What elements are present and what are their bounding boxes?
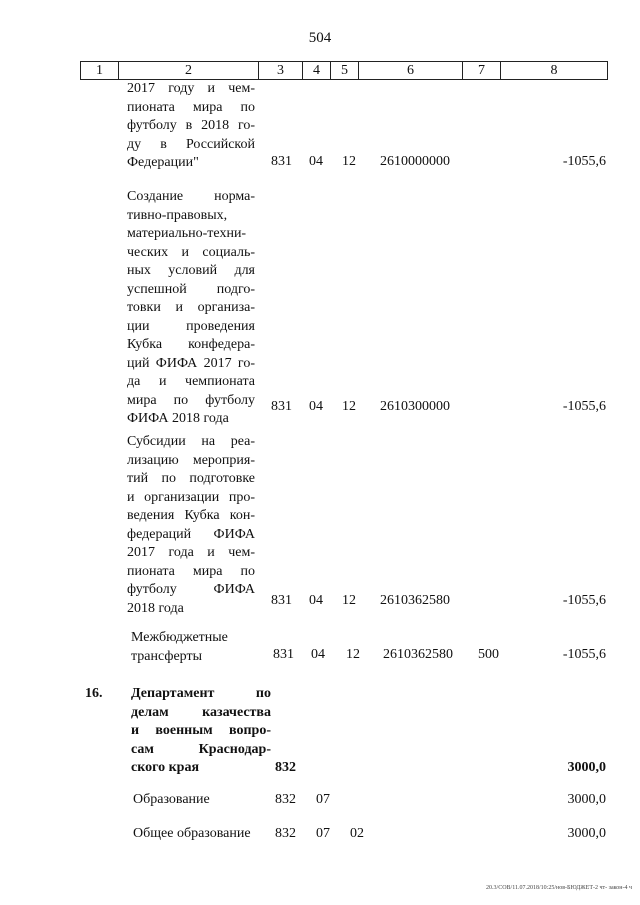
cell-c5: 02: [350, 826, 364, 841]
description-line: мира по футболу: [127, 392, 255, 408]
header-col-5: 5: [331, 62, 359, 79]
cell-c3: 831: [273, 647, 294, 662]
description-line: 2017 года и чем-: [127, 545, 255, 560]
description-line: материально-техни-: [127, 226, 247, 241]
description-line: товки и организа-: [127, 300, 255, 315]
cell-c4: 07: [316, 826, 330, 841]
description-line: ных условий для: [127, 263, 255, 278]
cell-c4: 04: [309, 154, 323, 169]
cell-c5: 12: [342, 399, 356, 414]
cell-c4: 04: [309, 593, 323, 608]
header-col-2: 2: [119, 62, 259, 79]
description-line: пионата мира по: [127, 563, 255, 579]
cell-c7: 500: [478, 647, 499, 662]
description-line: Департамент по: [131, 686, 271, 701]
description-line: трансферты: [131, 648, 203, 664]
cell-c3: 831: [271, 154, 292, 169]
row-description: [127, 188, 255, 429]
description-line: делам казачества: [131, 704, 271, 720]
description-line: Субсидии на реа-: [127, 434, 255, 449]
cell-c6: 2610362580: [383, 647, 453, 662]
description-line: тий по подготовке: [127, 471, 255, 486]
row-description: Общее образование: [133, 826, 251, 841]
description-line: ду в Российской: [127, 136, 255, 152]
description-line: Межбюджетные: [131, 630, 228, 645]
page-number: 504: [308, 30, 332, 46]
row-description: [127, 433, 255, 618]
header-col-4: 4: [303, 62, 331, 79]
description-line: 2018 года: [127, 600, 184, 616]
description-line: футболу ФИФА: [127, 582, 255, 597]
description-line: да и чемпионата: [127, 374, 255, 389]
description-line: ций ФИФА 2017 го-: [127, 355, 255, 371]
description-line: успешной подго-: [127, 281, 255, 297]
footer-file-info: 20.3/СОВ/11.07.2018/10:25/нов-БЮДЖЕТ-2 чт- закон-4 ч: [486, 885, 632, 891]
description-line: лизацию мероприя-: [127, 452, 255, 468]
cell-c5: 12: [342, 593, 356, 608]
description-line: Кубка конфедера-: [127, 337, 255, 352]
cell-c4: 07: [316, 792, 330, 807]
description-line: 2017 году и чем-: [127, 81, 255, 96]
cell-c8: 3000,0: [567, 826, 606, 841]
description-line: сам Краснодар-: [131, 741, 271, 757]
cell-c5: 12: [342, 154, 356, 169]
description-line: и организации про-: [127, 489, 255, 505]
description-line: ского края: [131, 760, 200, 775]
cell-c3: 832: [275, 760, 296, 775]
cell-c8: -1055,6: [562, 154, 606, 169]
header-col-7: 7: [463, 62, 501, 79]
description-line: федераций ФИФА: [127, 526, 255, 542]
cell-c5: 12: [346, 647, 360, 662]
cell-c8: 3000,0: [567, 792, 606, 807]
cell-c4: 04: [311, 647, 325, 662]
cell-c8: -1055,6: [562, 647, 606, 662]
cell-c6: 2610300000: [380, 399, 450, 414]
row-description: [127, 80, 255, 173]
cell-c3: 832: [275, 792, 296, 807]
description-line: Создание норма-: [127, 189, 255, 204]
section-number: 16.: [85, 686, 103, 701]
header-col-8: 8: [550, 63, 558, 78]
description-line: пионата мира по: [127, 99, 255, 115]
description-line: ведения Кубка кон-: [127, 508, 255, 523]
description-line: ФИФА 2018 года: [127, 411, 229, 426]
header-col-1: 1: [81, 62, 119, 79]
cell-c3: 831: [271, 593, 292, 608]
table-header: [80, 61, 608, 80]
cell-c8: -1055,6: [562, 593, 606, 608]
cell-c3: 832: [275, 826, 296, 841]
row-description: [131, 685, 271, 778]
cell-c6: 2610362580: [380, 593, 450, 608]
cell-c8: 3000,0: [567, 760, 606, 775]
cell-c6: 2610000000: [380, 154, 450, 169]
header-col-6: 6: [359, 62, 463, 79]
cell-c3: 831: [271, 399, 292, 414]
description-line: тивно-правовых,: [127, 207, 228, 223]
description-line: ции проведения: [127, 318, 255, 334]
description-line: и военным вопро-: [131, 723, 271, 738]
cell-c4: 04: [309, 399, 323, 414]
row-description: Образование: [133, 792, 210, 807]
header-col-3: 3: [259, 62, 303, 79]
row-description: [131, 629, 291, 666]
description-line: футболу в 2018 го-: [127, 118, 255, 133]
description-line: ческих и социаль-: [127, 244, 255, 260]
cell-c8: -1055,6: [562, 399, 606, 414]
description-line: Федерации": [127, 155, 199, 170]
